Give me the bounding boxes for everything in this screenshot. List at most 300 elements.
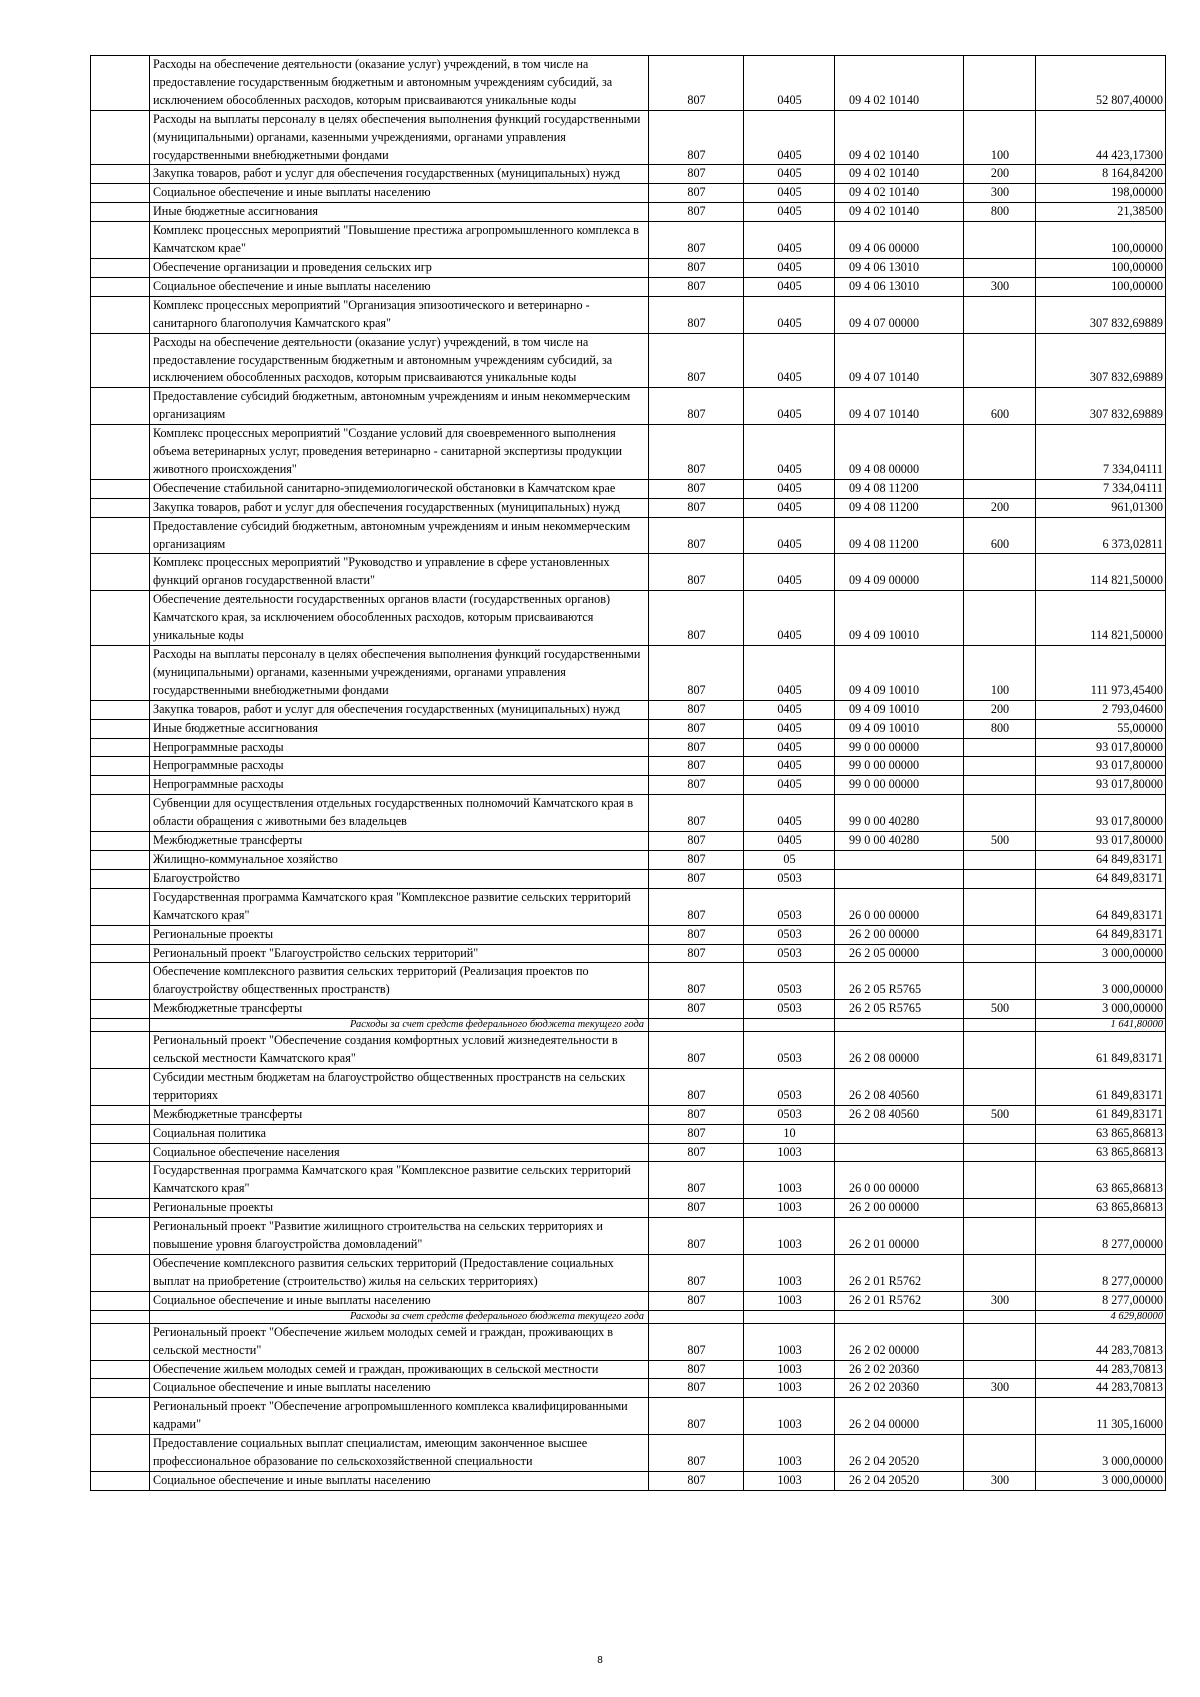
row-number-cell (91, 517, 150, 554)
admin-code-cell: 807 (649, 203, 744, 222)
expense-type-cell: 200 (964, 165, 1036, 184)
admin-code-cell: 807 (649, 591, 744, 646)
amount-cell: 100,00000 (1036, 258, 1166, 277)
expense-name-cell: Государственная программа Камчатского края "Комплексное развитие сельских территорий Камчатского края" (150, 1162, 649, 1199)
table-row (91, 795, 1166, 832)
section-code-cell: 0405 (744, 296, 835, 333)
expense-type-cell (964, 296, 1036, 333)
target-article-cell: 09 4 09 10010 (835, 646, 964, 701)
amount-cell: 307 832,69889 (1036, 388, 1166, 425)
row-number-cell (91, 258, 150, 277)
row-number-cell (91, 203, 150, 222)
row-number-cell (91, 1000, 150, 1019)
expense-name-cell: Иные бюджетные ассигнования (150, 203, 649, 222)
section-code-cell: 0405 (744, 795, 835, 832)
expense-name-cell: Региональные проекты (150, 925, 649, 944)
amount-cell: 114 821,50000 (1036, 554, 1166, 591)
row-number-cell (91, 222, 150, 259)
table-row (91, 738, 1166, 757)
expense-type-cell (964, 479, 1036, 498)
amount-cell: 44 283,70813 (1036, 1360, 1166, 1379)
expense-name-cell: Непрограммные расходы (150, 776, 649, 795)
expense-type-cell (964, 850, 1036, 869)
section-code-cell: 0405 (744, 517, 835, 554)
target-article-cell: 26 2 01 R5762 (835, 1255, 964, 1292)
row-number-cell (91, 700, 150, 719)
admin-code-cell: 807 (649, 850, 744, 869)
amount-cell: 198,00000 (1036, 184, 1166, 203)
section-code-cell: 0503 (744, 944, 835, 963)
admin-code-cell: 807 (649, 1218, 744, 1255)
target-article-cell: 26 0 00 00000 (835, 888, 964, 925)
amount-cell: 4 629,80000 (1036, 1310, 1166, 1323)
admin-code-cell (649, 1310, 744, 1323)
amount-cell: 961,01300 (1036, 498, 1166, 517)
expense-type-cell (964, 56, 1036, 111)
expense-name-cell: Благоустройство (150, 869, 649, 888)
target-article-cell: 09 4 08 11200 (835, 517, 964, 554)
expense-name-cell: Обеспечение деятельности государственных органов власти (государственных органов) Камчатского края, за исключением обособленных расходов, которым присваиваются уникальные коды (150, 591, 649, 646)
expense-type-cell (964, 944, 1036, 963)
table-row (91, 1143, 1166, 1162)
admin-code-cell: 807 (649, 1398, 744, 1435)
table-row (91, 591, 1166, 646)
table-row (91, 1398, 1166, 1435)
amount-cell: 93 017,80000 (1036, 795, 1166, 832)
target-article-cell: 09 4 07 00000 (835, 296, 964, 333)
row-number-cell (91, 1019, 150, 1032)
amount-cell: 3 000,00000 (1036, 1000, 1166, 1019)
section-code-cell: 0405 (744, 184, 835, 203)
table-row (91, 425, 1166, 480)
admin-code-cell: 807 (649, 832, 744, 851)
amount-cell: 307 832,69889 (1036, 333, 1166, 388)
row-number-cell (91, 1435, 150, 1472)
target-article-cell: 99 0 00 40280 (835, 832, 964, 851)
target-article-cell: 09 4 09 00000 (835, 554, 964, 591)
amount-cell: 61 849,83171 (1036, 1105, 1166, 1124)
admin-code-cell: 807 (649, 1360, 744, 1379)
admin-code-cell: 807 (649, 925, 744, 944)
section-code-cell: 1003 (744, 1360, 835, 1379)
table-row (91, 1199, 1166, 1218)
section-code-cell: 1003 (744, 1291, 835, 1310)
table-row (91, 646, 1166, 701)
expense-name-cell: Социальное обеспечение и иные выплаты населению (150, 1471, 649, 1490)
expense-type-cell (964, 1360, 1036, 1379)
row-number-cell (91, 425, 150, 480)
table-row (91, 184, 1166, 203)
admin-code-cell: 807 (649, 646, 744, 701)
admin-code-cell: 807 (649, 425, 744, 480)
amount-cell: 55,00000 (1036, 719, 1166, 738)
expense-type-cell: 800 (964, 203, 1036, 222)
expense-type-cell (964, 425, 1036, 480)
section-code-cell: 0405 (744, 498, 835, 517)
amount-cell: 307 832,69889 (1036, 296, 1166, 333)
table-row (91, 869, 1166, 888)
table-row (91, 1000, 1166, 1019)
target-article-cell: 09 4 08 11200 (835, 498, 964, 517)
section-code-cell: 0405 (744, 165, 835, 184)
section-code-cell: 0405 (744, 646, 835, 701)
admin-code-cell: 807 (649, 944, 744, 963)
expense-type-cell (964, 258, 1036, 277)
table-row (91, 757, 1166, 776)
amount-cell: 63 865,86813 (1036, 1162, 1166, 1199)
table-row (91, 1218, 1166, 1255)
amount-cell: 44 283,70813 (1036, 1323, 1166, 1360)
table-row (91, 333, 1166, 388)
section-code-cell: 1003 (744, 1435, 835, 1472)
section-code-cell: 05 (744, 850, 835, 869)
row-number-cell (91, 925, 150, 944)
admin-code-cell: 807 (649, 719, 744, 738)
expense-name-cell: Обеспечение жильем молодых семей и граждан, проживающих в сельской местности (150, 1360, 649, 1379)
amount-cell: 114 821,50000 (1036, 591, 1166, 646)
admin-code-cell: 807 (649, 738, 744, 757)
amount-cell: 3 000,00000 (1036, 1471, 1166, 1490)
amount-cell: 61 849,83171 (1036, 1032, 1166, 1069)
admin-code-cell: 807 (649, 1255, 744, 1292)
admin-code-cell: 807 (649, 296, 744, 333)
target-article-cell: 09 4 09 10010 (835, 719, 964, 738)
target-article-cell: 09 4 08 11200 (835, 479, 964, 498)
section-code-cell: 1003 (744, 1471, 835, 1490)
table-row (91, 1124, 1166, 1143)
expense-type-cell (964, 1398, 1036, 1435)
admin-code-cell (649, 1019, 744, 1032)
section-code-cell: 1003 (744, 1199, 835, 1218)
expense-name-cell: Региональный проект "Обеспечение жильем молодых семей и граждан, проживающих в сельской местности" (150, 1323, 649, 1360)
amount-cell: 61 849,83171 (1036, 1068, 1166, 1105)
row-number-cell (91, 1323, 150, 1360)
amount-cell: 1 641,80000 (1036, 1019, 1166, 1032)
expense-name-cell: Расходы за счет средств федерального бюджета текущего года (150, 1310, 649, 1323)
target-article-cell: 26 2 00 00000 (835, 1199, 964, 1218)
row-number-cell (91, 1291, 150, 1310)
admin-code-cell: 807 (649, 1032, 744, 1069)
target-article-cell: 26 2 04 20520 (835, 1435, 964, 1472)
expense-name-cell: Социальное обеспечение и иные выплаты населению (150, 1379, 649, 1398)
amount-cell: 21,38500 (1036, 203, 1166, 222)
row-number-cell (91, 1199, 150, 1218)
target-article-cell (835, 850, 964, 869)
row-number-cell (91, 757, 150, 776)
row-number-cell (91, 1124, 150, 1143)
expense-name-cell: Межбюджетные трансферты (150, 832, 649, 851)
section-code-cell (744, 1310, 835, 1323)
target-article-cell: 09 4 06 00000 (835, 222, 964, 259)
admin-code-cell: 807 (649, 1435, 744, 1472)
expense-name-cell: Социальное обеспечение и иные выплаты населению (150, 277, 649, 296)
section-code-cell: 0405 (744, 554, 835, 591)
expense-type-cell (964, 738, 1036, 757)
target-article-cell: 26 0 00 00000 (835, 1162, 964, 1199)
expense-type-cell (964, 795, 1036, 832)
expense-type-cell: 500 (964, 1105, 1036, 1124)
target-article-cell: 09 4 09 10010 (835, 700, 964, 719)
target-article-cell: 99 0 00 40280 (835, 795, 964, 832)
target-article-cell: 26 2 08 00000 (835, 1032, 964, 1069)
expense-name-cell: Субвенции для осуществления отдельных государственных полномочий Камчатского края в области обращения с животными без владельцев (150, 795, 649, 832)
section-code-cell: 0503 (744, 925, 835, 944)
expense-name-cell: Расходы на выплаты персоналу в целях обеспечения выполнения функций государственными (муниципальными) органами, казенными учреждениями, органами управления государственными внебюджетными фондами (150, 646, 649, 701)
section-code-cell: 10 (744, 1124, 835, 1143)
row-number-cell (91, 1310, 150, 1323)
expense-type-cell (964, 591, 1036, 646)
admin-code-cell: 807 (649, 1162, 744, 1199)
expense-type-cell (964, 925, 1036, 944)
section-code-cell: 1003 (744, 1143, 835, 1162)
table-row (91, 1323, 1166, 1360)
admin-code-cell: 807 (649, 1379, 744, 1398)
admin-code-cell: 807 (649, 888, 744, 925)
row-number-cell (91, 738, 150, 757)
section-code-cell: 0503 (744, 1032, 835, 1069)
target-article-cell: 26 2 05 00000 (835, 944, 964, 963)
expense-name-cell: Предоставление субсидий бюджетным, автономным учреждениям и иным некоммерческим организациям (150, 388, 649, 425)
admin-code-cell: 807 (649, 776, 744, 795)
admin-code-cell: 807 (649, 333, 744, 388)
expense-type-cell (964, 757, 1036, 776)
section-code-cell: 0503 (744, 1105, 835, 1124)
amount-cell: 63 865,86813 (1036, 1199, 1166, 1218)
row-number-cell (91, 1143, 150, 1162)
expense-type-cell: 100 (964, 110, 1036, 165)
expense-name-cell: Комплекс процессных мероприятий "Организация эпизоотического и ветеринарно - санитарного благополучия Камчатского края" (150, 296, 649, 333)
expense-name-cell: Государственная программа Камчатского края "Комплексное развитие сельских территорий Камчатского края" (150, 888, 649, 925)
admin-code-cell: 807 (649, 258, 744, 277)
amount-cell: 3 000,00000 (1036, 944, 1166, 963)
expense-name-cell: Предоставление субсидий бюджетным, автономным учреждениям и иным некоммерческим организациям (150, 517, 649, 554)
admin-code-cell: 807 (649, 1105, 744, 1124)
admin-code-cell: 807 (649, 1000, 744, 1019)
expense-type-cell (964, 1162, 1036, 1199)
expense-type-cell (964, 1323, 1036, 1360)
expense-name-cell: Региональный проект "Благоустройство сельских территорий" (150, 944, 649, 963)
section-code-cell: 0405 (744, 776, 835, 795)
expense-name-cell: Закупка товаров, работ и услуг для обеспечения государственных (муниципальных) нужд (150, 165, 649, 184)
table-row (91, 1471, 1166, 1490)
amount-cell: 64 849,83171 (1036, 925, 1166, 944)
row-number-cell (91, 850, 150, 869)
expense-name-cell: Закупка товаров, работ и услуг для обеспечения государственных (муниципальных) нужд (150, 700, 649, 719)
table-row (91, 1435, 1166, 1472)
expense-type-cell (964, 1218, 1036, 1255)
expense-type-cell (964, 1199, 1036, 1218)
target-article-cell: 99 0 00 00000 (835, 776, 964, 795)
table-row (91, 700, 1166, 719)
expense-name-cell: Комплекс процессных мероприятий "Повышение престижа агропромышленного комплекса в Камчатском крае" (150, 222, 649, 259)
section-code-cell: 0503 (744, 1000, 835, 1019)
row-number-cell (91, 1218, 150, 1255)
row-number-cell (91, 1105, 150, 1124)
expense-type-cell (964, 1068, 1036, 1105)
section-code-cell: 0405 (744, 222, 835, 259)
row-number-cell (91, 165, 150, 184)
table-row (91, 1162, 1166, 1199)
expense-type-cell: 200 (964, 498, 1036, 517)
target-article-cell (835, 1019, 964, 1032)
expense-type-cell (964, 1019, 1036, 1032)
row-number-cell (91, 888, 150, 925)
target-article-cell: 26 2 00 00000 (835, 925, 964, 944)
expense-type-cell (964, 554, 1036, 591)
target-article-cell: 09 4 06 13010 (835, 277, 964, 296)
amount-cell: 52 807,40000 (1036, 56, 1166, 111)
admin-code-cell: 807 (649, 110, 744, 165)
section-code-cell: 0503 (744, 869, 835, 888)
expense-type-cell (964, 1032, 1036, 1069)
expense-name-cell: Расходы на обеспечение деятельности (оказание услуг) учреждений, в том числе на предоставление государственным бюджетным и автономным учреждениям субсидий, за исключением обособленных расходов, которым присваиваются уникальные коды (150, 333, 649, 388)
amount-cell: 63 865,86813 (1036, 1143, 1166, 1162)
expense-name-cell: Комплекс процессных мероприятий "Руководство и управление в сфере установленных функций органов государственной власти" (150, 554, 649, 591)
row-number-cell (91, 719, 150, 738)
expense-type-cell: 300 (964, 1471, 1036, 1490)
amount-cell: 7 334,04111 (1036, 479, 1166, 498)
section-code-cell: 0405 (744, 277, 835, 296)
section-code-cell: 0405 (744, 757, 835, 776)
admin-code-cell: 807 (649, 700, 744, 719)
row-number-cell (91, 1471, 150, 1490)
section-code-cell: 0405 (744, 591, 835, 646)
table-row (91, 1291, 1166, 1310)
admin-code-cell: 807 (649, 222, 744, 259)
target-article-cell: 26 2 04 20520 (835, 1471, 964, 1490)
target-article-cell: 09 4 02 10140 (835, 165, 964, 184)
amount-cell: 11 305,16000 (1036, 1398, 1166, 1435)
amount-cell: 64 849,83171 (1036, 869, 1166, 888)
section-code-cell: 0405 (744, 110, 835, 165)
expense-type-cell (964, 1143, 1036, 1162)
budget-table-body (91, 56, 1166, 1491)
amount-cell: 64 849,83171 (1036, 850, 1166, 869)
row-number-cell (91, 776, 150, 795)
expense-name-cell: Социальное обеспечение и иные выплаты населению (150, 184, 649, 203)
table-row (91, 1255, 1166, 1292)
section-code-cell: 0405 (744, 333, 835, 388)
table-row (91, 719, 1166, 738)
section-code-cell: 0405 (744, 56, 835, 111)
row-number-cell (91, 479, 150, 498)
expense-name-cell: Межбюджетные трансферты (150, 1105, 649, 1124)
amount-cell: 7 334,04111 (1036, 425, 1166, 480)
target-article-cell: 26 2 01 00000 (835, 1218, 964, 1255)
admin-code-cell: 807 (649, 963, 744, 1000)
section-code-cell: 1003 (744, 1379, 835, 1398)
expense-name-cell: Расходы за счет средств федерального бюджета текущего года (150, 1019, 649, 1032)
section-code-cell: 0405 (744, 258, 835, 277)
row-number-cell (91, 1255, 150, 1292)
expense-name-cell: Социальное обеспечение и иные выплаты населению (150, 1291, 649, 1310)
section-code-cell: 1003 (744, 1162, 835, 1199)
table-row (91, 110, 1166, 165)
target-article-cell (835, 1143, 964, 1162)
expense-name-cell: Комплекс процессных мероприятий "Создание условий для своевременного выполнения объема ветеринарных услуг, проведения ветеринарно - санитарной экспертизы продукции животного происхождения" (150, 425, 649, 480)
expense-type-cell (964, 1435, 1036, 1472)
row-number-cell (91, 963, 150, 1000)
amount-cell: 2 793,04600 (1036, 700, 1166, 719)
table-row (91, 850, 1166, 869)
table-row (91, 1032, 1166, 1069)
admin-code-cell: 807 (649, 1068, 744, 1105)
table-row (91, 963, 1166, 1000)
row-number-cell (91, 869, 150, 888)
expense-name-cell: Региональный проект "Обеспечение создания комфортных условий жизнедеятельности в сельской местности Камчатского края" (150, 1032, 649, 1069)
expense-type-cell: 100 (964, 646, 1036, 701)
admin-code-cell: 807 (649, 56, 744, 111)
row-number-cell (91, 1162, 150, 1199)
amount-cell: 93 017,80000 (1036, 832, 1166, 851)
expense-type-cell (964, 1310, 1036, 1323)
expense-name-cell: Обеспечение стабильной санитарно-эпидемиологической обстановки в Камчатском крае (150, 479, 649, 498)
admin-code-cell: 807 (649, 184, 744, 203)
section-code-cell: 0405 (744, 203, 835, 222)
table-row (91, 296, 1166, 333)
amount-cell: 100,00000 (1036, 277, 1166, 296)
section-code-cell: 1003 (744, 1398, 835, 1435)
row-number-cell (91, 1398, 150, 1435)
amount-cell: 44 283,70813 (1036, 1379, 1166, 1398)
expense-name-cell: Жилищно-коммунальное хозяйство (150, 850, 649, 869)
target-article-cell: 09 4 02 10140 (835, 56, 964, 111)
table-row (91, 277, 1166, 296)
admin-code-cell: 807 (649, 1199, 744, 1218)
table-row (91, 554, 1166, 591)
row-number-cell (91, 184, 150, 203)
row-number-cell (91, 277, 150, 296)
target-article-cell: 09 4 07 10140 (835, 388, 964, 425)
table-row (91, 1360, 1166, 1379)
row-number-cell (91, 110, 150, 165)
section-code-cell: 0405 (744, 425, 835, 480)
expense-type-cell (964, 776, 1036, 795)
amount-cell: 64 849,83171 (1036, 888, 1166, 925)
row-number-cell (91, 1068, 150, 1105)
expense-type-cell (964, 1255, 1036, 1292)
amount-cell: 3 000,00000 (1036, 963, 1166, 1000)
table-row (91, 258, 1166, 277)
amount-cell: 93 017,80000 (1036, 738, 1166, 757)
row-number-cell (91, 944, 150, 963)
expense-type-cell: 600 (964, 388, 1036, 425)
section-code-cell: 0405 (744, 700, 835, 719)
table-row (91, 1105, 1166, 1124)
expense-type-cell: 200 (964, 700, 1036, 719)
admin-code-cell: 807 (649, 277, 744, 296)
amount-cell: 93 017,80000 (1036, 776, 1166, 795)
page-number: 8 (597, 1655, 603, 1666)
expense-name-cell: Субсидии местным бюджетам на благоустройство общественных пространств на сельских территориях (150, 1068, 649, 1105)
section-code-cell: 0503 (744, 963, 835, 1000)
table-row (91, 203, 1166, 222)
amount-cell: 8 277,00000 (1036, 1255, 1166, 1292)
target-article-cell: 26 2 02 20360 (835, 1360, 964, 1379)
admin-code-cell: 807 (649, 869, 744, 888)
row-number-cell (91, 296, 150, 333)
table-row (91, 1379, 1166, 1398)
admin-code-cell: 807 (649, 1291, 744, 1310)
target-article-cell: 09 4 09 10010 (835, 591, 964, 646)
expense-type-cell: 500 (964, 1000, 1036, 1019)
target-article-cell: 09 4 02 10140 (835, 110, 964, 165)
row-number-cell (91, 646, 150, 701)
expense-type-cell: 300 (964, 277, 1036, 296)
budget-table (90, 55, 1166, 1491)
target-article-cell: 26 2 01 R5762 (835, 1291, 964, 1310)
admin-code-cell: 807 (649, 165, 744, 184)
